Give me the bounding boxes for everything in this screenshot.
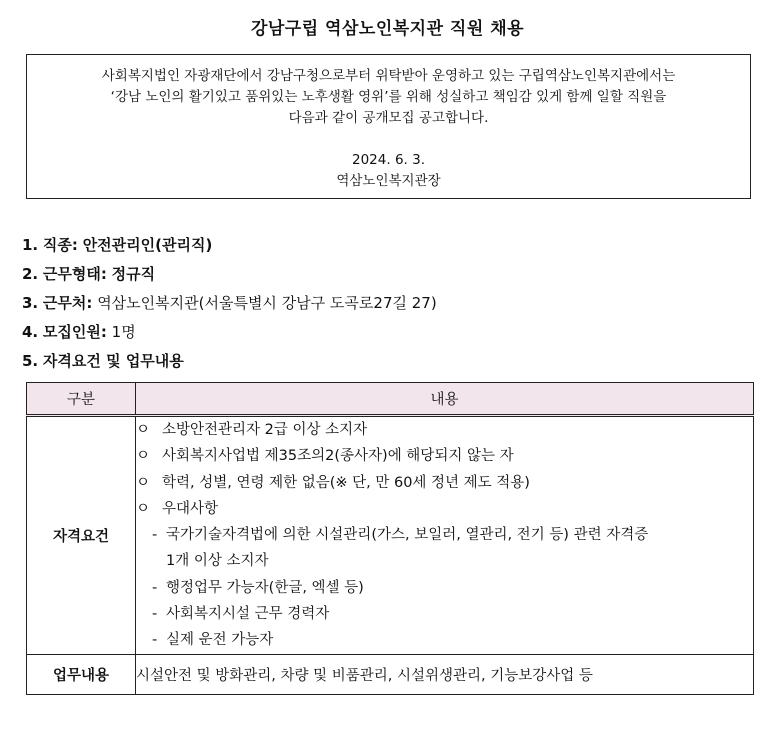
section-item-workplace — [22, 289, 762, 318]
section-number: 5. — [22, 352, 39, 370]
section-value: 정규직 — [111, 265, 156, 283]
section-number: 3. — [22, 294, 39, 312]
dash-bullet-icon: - — [152, 579, 158, 596]
table-header-category: 구분 — [27, 383, 136, 416]
notice-signer: 역삼노인복지관장 — [336, 173, 441, 189]
section-item-headcount — [22, 318, 762, 347]
qualification-content — [136, 416, 754, 655]
dash-bullet-icon: - — [152, 632, 158, 649]
notice-line: ‘강남 노인의 활기있고 품위있는 노후생활 영위’를 위해 성실하고 책임감 있게 함께 일할 직원을 — [110, 89, 667, 105]
circle-bullet-icon: ㅇ — [136, 422, 151, 438]
preference-item: - 국가기술자격법에 의한 시설관리(가스, 보일러, 열관리, 전기 등) 관련 자격증 — [136, 522, 753, 548]
table-header-content: 내용 — [136, 383, 754, 416]
section-number: 1. — [22, 236, 39, 254]
section-value: 1명 — [111, 323, 136, 341]
section-label: 근무형태: — [42, 265, 107, 283]
duties-content: 시설안전 및 방화관리, 차량 및 비품관리, 시설위생관리, 기능보강사업 등 — [136, 654, 754, 694]
list-item: ㅇ 소방안전관리자 2급 이상 소지자 — [136, 417, 753, 443]
circle-bullet-icon: ㅇ — [136, 474, 151, 491]
list-item: ㅇ 사회복지사업법 제35조의2(종사자)에 해당되지 않는 자 — [136, 443, 753, 469]
dash-bullet-icon: - — [152, 606, 158, 623]
preference-item: - 사회복지시설 근무 경력자 — [136, 601, 753, 627]
section-list — [22, 231, 762, 376]
section-number: 4. — [22, 323, 39, 341]
preference-item-continued: 1개 이상 소지자 — [166, 553, 269, 570]
dash-bullet-icon: - — [152, 527, 158, 544]
section-item-requirements-heading — [22, 347, 762, 376]
section-item-job-type — [22, 231, 762, 260]
table-row — [27, 654, 754, 694]
preference-item: - 실제 운전 가능자 — [136, 627, 753, 653]
category-duties: 업무내용 — [27, 654, 136, 694]
notice-date: 2024. 6. 3. — [352, 152, 425, 168]
notice-line: 다음과 같이 공개모집 공고합니다. — [288, 110, 489, 126]
section-label: 근무처: — [42, 294, 93, 312]
notice-box — [26, 54, 751, 199]
preference-item: - 행정업무 가능자(한글, 엑셀 등) — [136, 575, 753, 601]
category-qualification: 자격요건 — [27, 416, 136, 655]
section-label: 모집인원: — [42, 323, 107, 341]
notice-line: 사회복지법인 자광재단에서 강남구청으로부터 위탁받아 운영하고 있는 구립역삼노인복지관에서는 — [101, 68, 676, 84]
section-label: 자격요건 및 업무내용 — [42, 352, 184, 370]
circle-bullet-icon: ㅇ — [136, 448, 151, 465]
section-value: 역삼노인복지관(서울특별시 강남구 도곡로27길 27) — [97, 294, 437, 312]
requirements-table — [26, 382, 754, 695]
page-title: 강남구립 역삼노인복지관 직원 채용 — [250, 19, 525, 39]
circle-bullet-icon: ㅇ — [136, 500, 151, 517]
section-item-employment-type — [22, 260, 762, 289]
section-value: 안전관리인(관리직) — [82, 236, 213, 254]
table-row — [27, 416, 754, 655]
section-label: 직종: — [42, 236, 78, 254]
list-item: ㅇ 우대사항 — [136, 496, 753, 522]
section-number: 2. — [22, 265, 39, 283]
list-item: ㅇ 학력, 성별, 연령 제한 없음(※ 단, 만 60세 정년 제도 적용) — [136, 470, 753, 496]
